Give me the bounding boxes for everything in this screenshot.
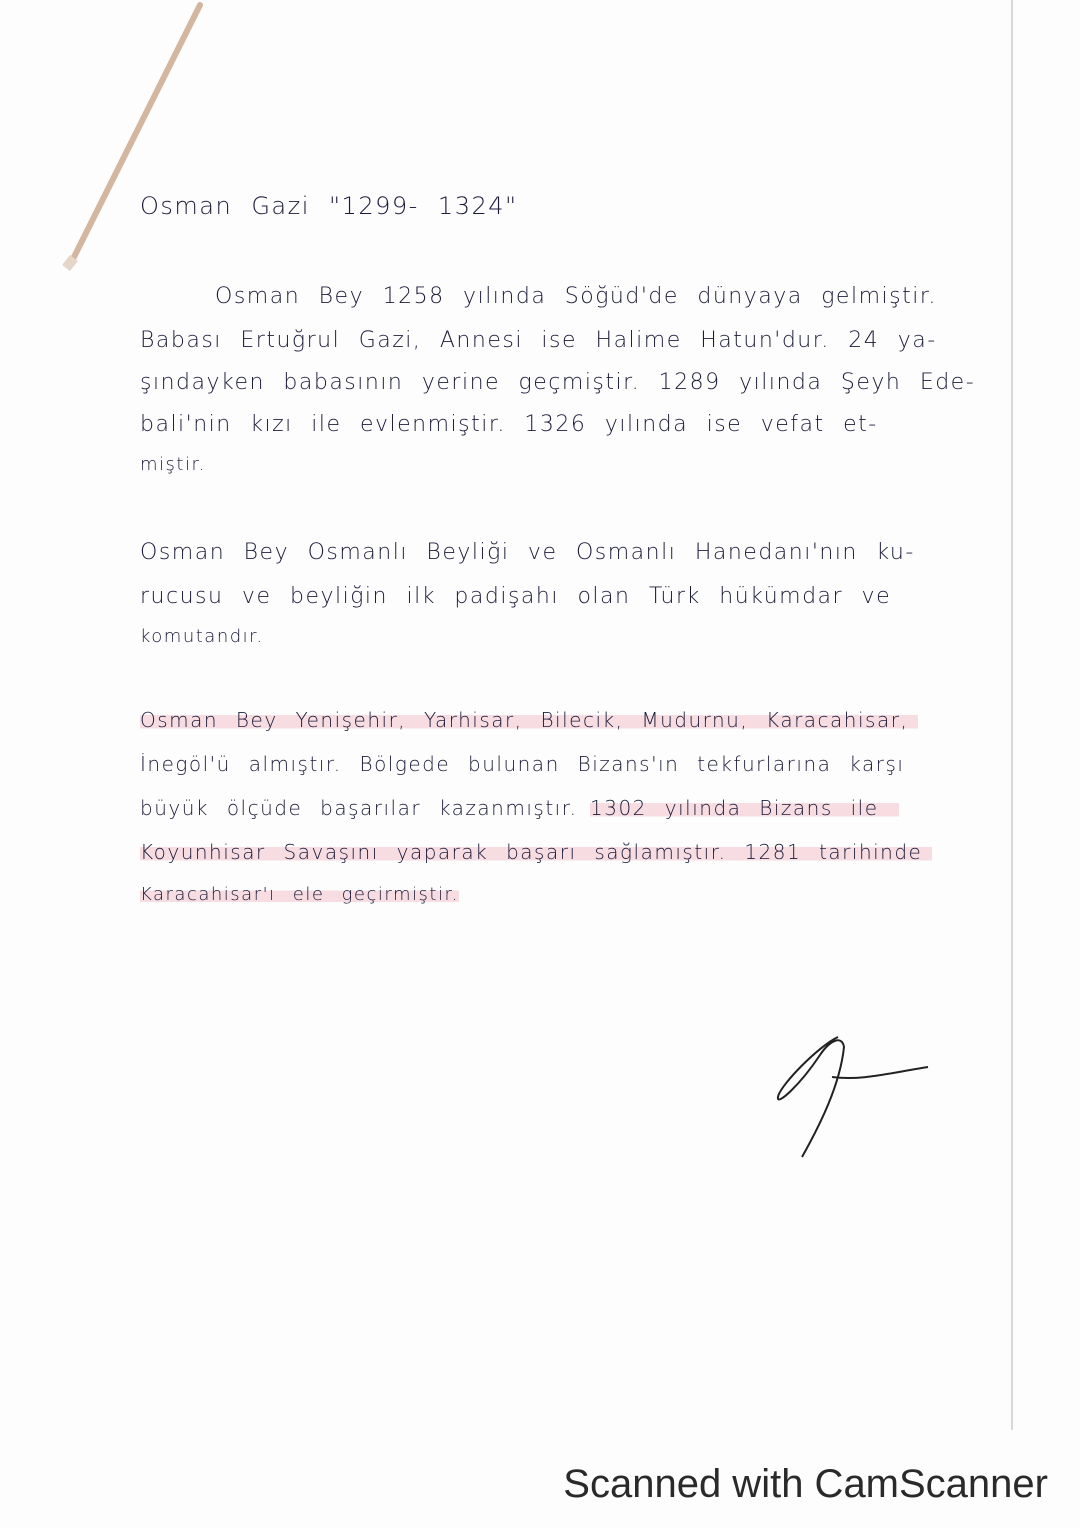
text-line: rucusu ve beyliğin ilk padişahı olan Türk hükümdar ve bbox=[140, 584, 892, 609]
text-line: Babası Ertuğrul Gazi, Annesi ise Halime Hatun'dur. 24 ya- bbox=[140, 328, 937, 353]
text-line: şındayken babasının yerine geçmiştir. 1289 yılında Şeyh Ede- bbox=[140, 370, 976, 395]
text-line: Osman Bey 1258 yılında Söğüd'de dünyaya gelmiştir. bbox=[215, 284, 937, 309]
highlighted-text-line: 1302 yılında Bizans ile bbox=[590, 796, 899, 820]
pen-stroke bbox=[0, 0, 220, 280]
text-line: bali'nin kızı ile evlenmiştir. 1326 yılında ise vefat et- bbox=[140, 412, 878, 437]
highlighted-text-line: Osman Bey Yenişehir, Yarhisar, Bilecik, Mudurnu, Karacahisar, bbox=[140, 708, 918, 732]
camscanner-watermark: Scanned with CamScanner bbox=[563, 1462, 1048, 1506]
text-line: Osman Bey Osmanlı Beyliği ve Osmanlı Hanedanı'nın ku- bbox=[140, 540, 915, 565]
highlighted-text-line: Karacahisar'ı ele geçirmiştir. bbox=[140, 884, 459, 905]
signature bbox=[760, 1025, 940, 1165]
text-line: komutandır. bbox=[140, 626, 264, 647]
highlighted-text-line: Koyunhisar Savaşını yaparak başarı sağlamıştır. 1281 tarihinde bbox=[140, 840, 932, 864]
text-line: miştir. bbox=[140, 454, 206, 475]
text-line: büyük ölçüde başarılar kazanmıştır. bbox=[140, 796, 578, 820]
paper-edge bbox=[1011, 0, 1013, 1430]
document-title: Osman Gazi "1299- 1324" bbox=[140, 192, 518, 220]
text-line: İnegöl'ü almıştır. Bölgede bulunan Bizans'ın tekfurlarına karşı bbox=[140, 752, 905, 776]
